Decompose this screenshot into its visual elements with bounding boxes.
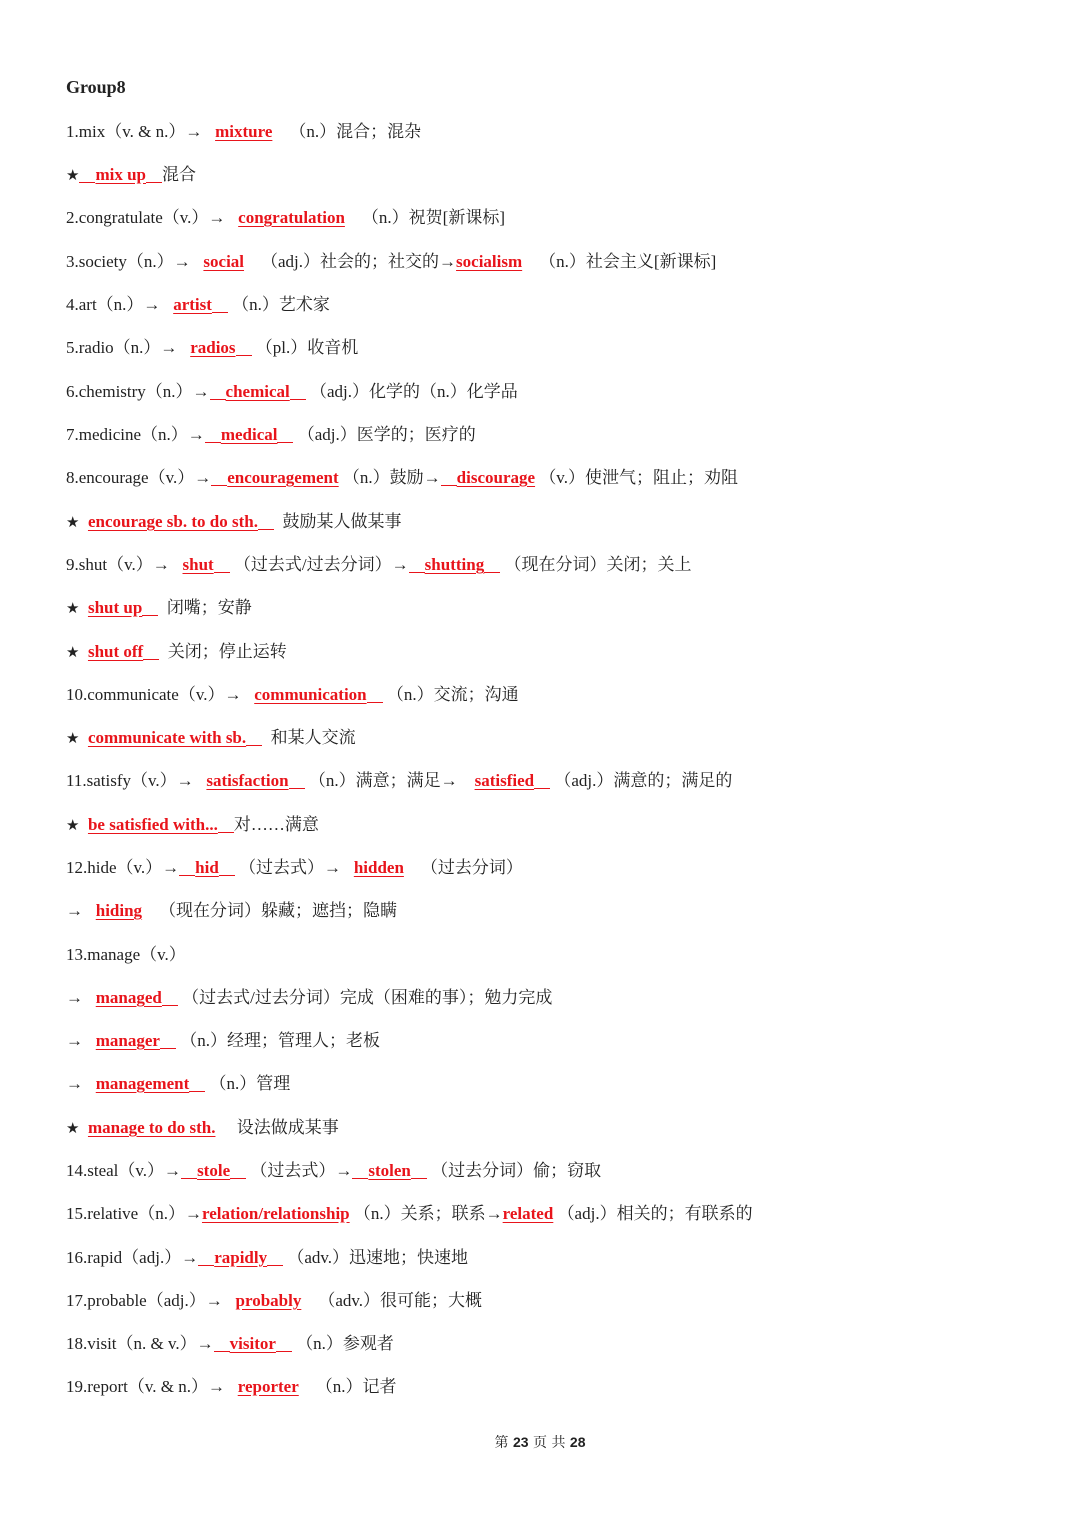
vocab-line xyxy=(66,898,397,924)
answer-word: shut xyxy=(182,555,214,574)
answer-word: satisfaction xyxy=(206,771,289,790)
answer-blank-line xyxy=(367,701,383,703)
line-text: 4.art（n.）→ xyxy=(66,295,174,314)
answer-blank-line xyxy=(181,1177,197,1179)
answer-blank-line xyxy=(289,787,305,789)
answer-word: shut up xyxy=(87,598,143,617)
answer-blank-line xyxy=(352,1177,368,1179)
vocab-line xyxy=(66,682,519,708)
line-text: （n.）祝贺[新课标] xyxy=(344,208,505,227)
line-text: 鼓励某人做某事 xyxy=(273,512,402,531)
answer-blank-line xyxy=(236,354,252,356)
line-text: （n.）关系；联系→ xyxy=(349,1204,503,1223)
line-text xyxy=(79,815,88,834)
answer-word: management xyxy=(95,1074,190,1093)
line-text: 15.relative（n.）→ xyxy=(66,1204,202,1223)
star-icon: ★ xyxy=(66,729,80,747)
line-text: （过去式）→ xyxy=(246,1161,353,1180)
vocab-line xyxy=(66,1115,339,1141)
line-text: → xyxy=(66,1031,96,1050)
answer-blank-line xyxy=(214,1350,230,1352)
star-icon: ★ xyxy=(66,166,80,184)
vocab-line xyxy=(66,509,401,535)
star-icon: ★ xyxy=(66,643,80,661)
vocab-line xyxy=(66,292,330,318)
answer-word: mix up xyxy=(95,165,146,184)
line-text: （n.）记者 xyxy=(298,1377,397,1396)
vocab-line xyxy=(66,1201,753,1227)
answer-blank-line xyxy=(79,181,95,183)
star-icon: ★ xyxy=(66,1119,80,1137)
line-text: 18.visit（n. & v.）→ xyxy=(66,1334,214,1353)
answer-word: visitor xyxy=(229,1334,276,1353)
line-text: （过去式/过去分词）完成（困难的事）；勉力完成 xyxy=(177,988,553,1007)
answer-blank-line xyxy=(230,1177,246,1179)
answer-word: mixture xyxy=(215,122,273,141)
answer-word: relation/relationship xyxy=(201,1204,350,1223)
answer-word: medical xyxy=(220,425,278,444)
answer-word: chemical xyxy=(225,382,290,401)
answer-word: probably xyxy=(235,1291,302,1310)
answer-word: rapidly xyxy=(214,1248,268,1267)
line-text: （v.）使泄气；阻止；劝阻 xyxy=(535,468,738,487)
answer-word: satisfied xyxy=(474,771,535,790)
answer-blank-line xyxy=(210,398,226,400)
vocab-line xyxy=(66,205,505,231)
vocab-line xyxy=(66,855,523,881)
line-text: 11.satisfy（v.）→ xyxy=(66,771,207,790)
vocab-line xyxy=(66,942,186,968)
answer-blank-line xyxy=(246,744,262,746)
answer-blank-line xyxy=(214,571,230,573)
line-text: 13.manage（v.） xyxy=(66,945,186,964)
line-text: （n.）交流；沟通 xyxy=(382,685,519,704)
answer-word: shutting xyxy=(424,555,485,574)
line-text: （adj.）医学的；医疗的 xyxy=(293,425,476,444)
line-text xyxy=(79,1118,88,1137)
answer-blank-line xyxy=(218,831,234,833)
line-text: （过去分词）偷；窃取 xyxy=(426,1161,602,1180)
answer-blank-line xyxy=(212,311,228,313)
answer-word: reporter xyxy=(237,1377,299,1396)
vocab-line xyxy=(66,725,356,751)
line-text xyxy=(79,512,88,531)
line-text: 14.steal（v.）→ xyxy=(66,1161,182,1180)
line-text: 1.mix（v. & n.）→ xyxy=(66,122,216,141)
line-text: 7.medicine（n.）→ xyxy=(66,425,205,444)
line-text: （adj.）化学的（n.）化学品 xyxy=(305,382,518,401)
vocab-line xyxy=(66,422,476,448)
vocab-line xyxy=(66,1071,290,1097)
line-text: 和某人交流 xyxy=(262,728,356,747)
line-text: （现在分词）躲藏；遮挡；隐瞒 xyxy=(142,901,398,920)
answer-blank-line xyxy=(277,441,293,443)
line-text: 2.congratulate（v.）→ xyxy=(66,208,239,227)
line-text: （n.）混合；混杂 xyxy=(272,122,422,141)
answer-word: congratulation xyxy=(238,208,345,227)
answer-word: shut off xyxy=(87,642,144,661)
answer-word: hid xyxy=(195,858,219,877)
answer-blank-line xyxy=(198,1264,214,1266)
footer-prefix: 第 xyxy=(494,1435,513,1451)
vocab-line xyxy=(66,1158,601,1184)
star-icon: ★ xyxy=(66,599,80,617)
answer-blank-line xyxy=(258,528,274,530)
page-total: 28 xyxy=(569,1434,586,1450)
answer-blank-line xyxy=(143,658,159,660)
vocab-line xyxy=(66,595,252,621)
line-text: 5.radio（n.）→ xyxy=(66,338,191,357)
vocab-line xyxy=(66,639,287,665)
line-text: （现在分词）关闭；关上 xyxy=(500,555,692,574)
line-text: → xyxy=(66,1074,96,1093)
vocab-line xyxy=(66,249,716,275)
line-text: （adj.）相关的；有联系的 xyxy=(553,1204,753,1223)
line-text: 16.rapid（adj.）→ xyxy=(66,1248,199,1267)
vocab-line xyxy=(66,379,518,405)
line-text: （n.）满意；满足→ xyxy=(304,771,475,790)
line-text: （过去式/过去分词）→ xyxy=(229,555,409,574)
answer-word: related xyxy=(502,1204,554,1223)
vocab-line xyxy=(66,1028,380,1054)
line-text: 19.report（v. & n.）→ xyxy=(66,1377,238,1396)
answer-blank-line xyxy=(142,614,158,616)
vocab-line xyxy=(66,1245,468,1271)
answer-blank-line xyxy=(211,484,227,486)
page-number: 23 xyxy=(512,1434,529,1450)
section-heading: Group8 xyxy=(66,77,126,97)
line-text: 3.society（n.）→ xyxy=(66,252,204,271)
answer-word: social xyxy=(203,252,245,271)
star-icon: ★ xyxy=(66,513,80,531)
answer-blank-line xyxy=(441,484,457,486)
answer-word: encourage sb. to do sth. xyxy=(87,512,258,531)
answer-blank-line xyxy=(146,181,162,183)
answer-blank-line xyxy=(534,787,550,789)
line-text: （n.）艺术家 xyxy=(227,295,330,314)
answer-blank-line xyxy=(484,571,500,573)
line-text: （adj.）满意的；满足的 xyxy=(550,771,733,790)
line-text: （adv.）很可能；大概 xyxy=(301,1291,483,1310)
answer-word: hiding xyxy=(95,901,143,920)
answer-word: stolen xyxy=(368,1161,411,1180)
line-text: （adj.）社会的；社交的→ xyxy=(244,252,457,271)
line-text: 17.probable（adj.）→ xyxy=(66,1291,236,1310)
answer-word: discourage xyxy=(456,468,536,487)
answer-word: hidden xyxy=(353,858,404,877)
vocab-line xyxy=(66,1374,397,1400)
vocab-line xyxy=(66,552,691,578)
answer-word: be satisfied with... xyxy=(87,815,218,834)
vocab-line xyxy=(66,465,738,491)
answer-blank-line xyxy=(267,1264,283,1266)
line-text xyxy=(79,598,88,617)
line-text: （n.）参观者 xyxy=(291,1334,394,1353)
line-text: （过去分词） xyxy=(403,858,523,877)
line-text: （过去式）→ xyxy=(234,858,354,877)
answer-word: managed xyxy=(95,988,162,1007)
line-text xyxy=(79,642,88,661)
answer-blank-line xyxy=(411,1177,427,1179)
answer-blank-line xyxy=(290,398,306,400)
answer-word: manage to do sth. xyxy=(87,1118,216,1137)
answer-word: encouragement xyxy=(227,468,339,487)
line-text: 6.chemistry（n.）→ xyxy=(66,382,210,401)
answer-blank-line xyxy=(160,1047,176,1049)
answer-blank-line xyxy=(409,571,425,573)
vocab-line xyxy=(66,985,552,1011)
line-text: （n.）经理；管理人；老板 xyxy=(175,1031,380,1050)
line-text: 8.encourage（v.）→ xyxy=(66,468,212,487)
answer-blank-line xyxy=(205,441,221,443)
answer-word: communicate with sb. xyxy=(87,728,247,747)
answer-blank-line xyxy=(189,1090,205,1092)
answer-word: socialism xyxy=(456,252,523,271)
answer-blank-line xyxy=(179,874,195,876)
line-text: 9.shut（v.）→ xyxy=(66,555,183,574)
line-text: 对……满意 xyxy=(233,815,319,834)
answer-word: communication xyxy=(254,685,367,704)
vocab-line xyxy=(66,1331,394,1357)
line-text: （n.）管理 xyxy=(205,1074,291,1093)
answer-word: stole xyxy=(197,1161,231,1180)
page-footer xyxy=(0,1432,1080,1452)
vocab-line xyxy=(66,162,196,188)
vocab-line xyxy=(66,335,358,361)
line-text: 12.hide（v.）→ xyxy=(66,858,180,877)
vocab-line xyxy=(66,768,732,794)
star-icon: ★ xyxy=(66,816,80,834)
line-text: → xyxy=(66,901,96,920)
answer-blank-line xyxy=(219,874,235,876)
vocab-line xyxy=(66,1288,482,1314)
line-text: （adv.）迅速地；快速地 xyxy=(283,1248,469,1267)
vocab-line xyxy=(66,119,421,145)
line-text: 关闭；停止运转 xyxy=(159,642,287,661)
line-text: 闭嘴；安静 xyxy=(158,598,252,617)
answer-word: artist xyxy=(173,295,212,314)
answer-blank-line xyxy=(276,1350,292,1352)
line-text: （n.）鼓励→ xyxy=(338,468,441,487)
line-text xyxy=(79,728,88,747)
line-text: （n.）社会主义[新课标] xyxy=(522,252,717,271)
answer-blank-line xyxy=(162,1004,178,1006)
line-text: → xyxy=(66,988,96,1007)
line-text: （pl.）收音机 xyxy=(251,338,359,357)
line-text: 设法做成某事 xyxy=(215,1118,339,1137)
answer-word: radios xyxy=(190,338,236,357)
answer-word: manager xyxy=(95,1031,160,1050)
line-text: 混合 xyxy=(162,165,196,184)
footer-middle: 页 共 xyxy=(528,1435,570,1451)
line-text: 10.communicate（v.）→ xyxy=(66,685,255,704)
vocab-line xyxy=(66,812,319,838)
